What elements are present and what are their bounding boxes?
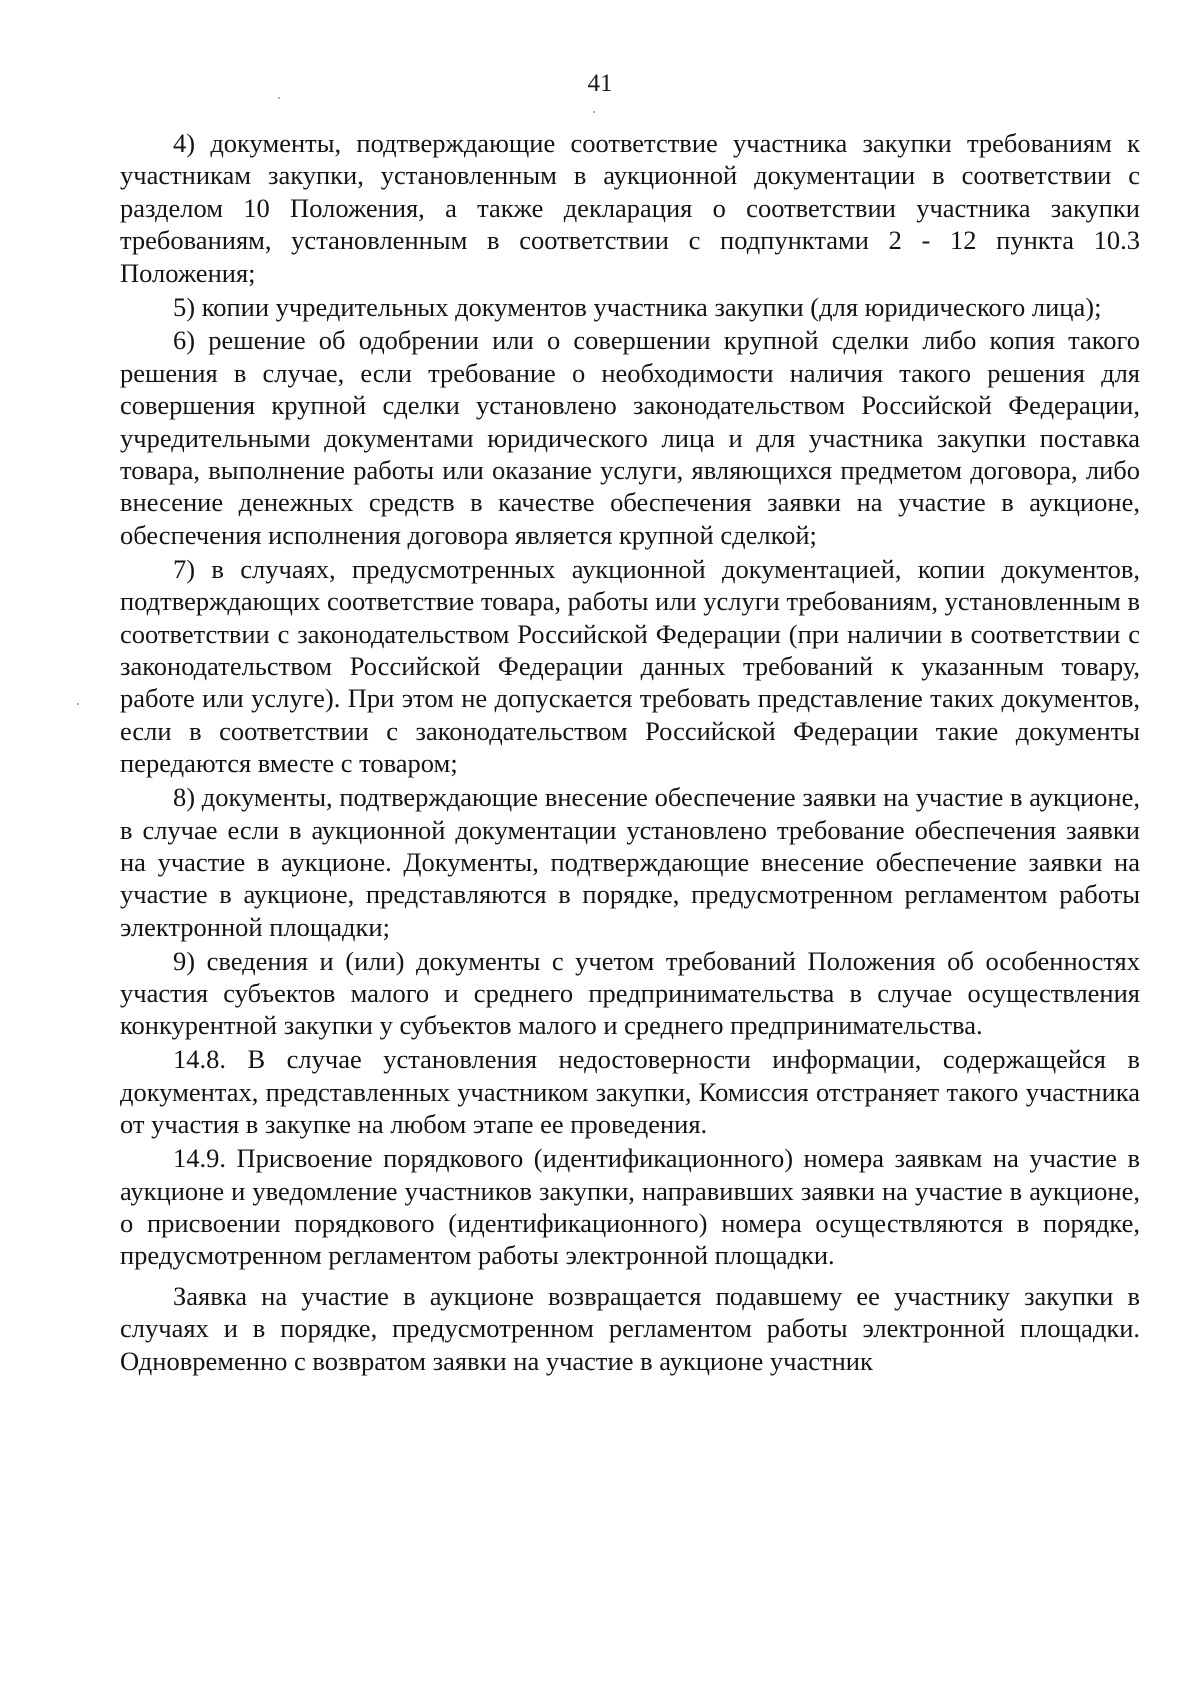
paragraph-item-8: 8) документы, подтверждающие внесение обеспечение заявки на участие в аукционе, в случае если в аукционной документации установлено требование обеспечения заявки на участие в аукционе. Документы, подтверждающие внесение обеспечение заявки на участие в аукционе, представляются в порядке, предусмотренном регламентом работы электронной площадки;: [120, 782, 1140, 942]
paragraph-14-8: 14.8. В случае установления недостоверности информации, содержащейся в документах, представленных участником закупки, Комиссия отстраняет такого участника от участия в закупке на любом этапе ее проведения.: [120, 1044, 1140, 1140]
paragraph-item-4: 4) документы, подтверждающие соответствие участника закупки требованиям к участникам закупки, установленным в аукционной документации в соответствии с разделом 10 Положения, а также декларация о соответствии участника закупки требованиям, установленным в соответствии с подпунктами 2 - 12 пункта 10.3 Положения;: [120, 128, 1140, 288]
scan-speck: [77, 703, 79, 705]
paragraph-item-9: 9) сведения и (или) документы с учетом требований Положения об особенностях участия субъектов малого и среднего предпринимательства в случае осуществления конкурентной закупки у субъектов малого и среднего предпринимательства.: [120, 945, 1140, 1041]
paragraph-item-5: 5) копии учредительных документов участника закупки (для юридического лица);: [173, 291, 1102, 322]
scan-speck: [593, 111, 595, 113]
paragraph-item-6: 6) решение об одобрении или о совершении крупной сделки либо копия такого решения в случае, если требование о необходимости наличия такого решения для совершения крупной сделки установлено законодательством Российской Федерации, учредительными документами юридического лица и для участника закупки поставка товара, выполнение работы или оказание услуги, являющихся предметом договора, либо внесение денежных средств в качестве обеспечения заявки на участие в аукционе, обеспечения исполнения договора является крупной сделкой;: [120, 325, 1140, 550]
page-number: 41: [587, 70, 613, 97]
paragraph-14-9: 14.9. Присвоение порядкового (идентификационного) номера заявкам на участие в аукционе и уведомление участников закупки, направивших заявки на участие в аукционе, о присвоении порядкового (идентификационного) номера осуществляются в порядке, предусмотренном регламентом работы электронной площадки.: [120, 1143, 1140, 1271]
document-body: [120, 127, 1140, 1378]
paragraph-item-7: 7) в случаях, предусмотренных аукционной документацией, копии документов, подтверждающих соответствие товара, работы или услуги требованиям, установленным в соответствии с законодательством Российской Федерации (при наличии в соответствии с законодательством Российской Федерации данных требований к указанным товару, работе или услуге). При этом не допускается требовать представление таких документов, если в соответствии с законодательством Российской Федерации такие документы передаются вместе с товаром;: [120, 553, 1140, 779]
scan-speck: [278, 97, 280, 99]
paragraph-application-return: Заявка на участие в аукционе возвращается подавшему ее участнику закупки в случаях и в порядке, предусмотренном регламентом работы электронной площадки. Одновременно с возвратом заявки на участие в аукционе участник: [120, 1280, 1140, 1376]
